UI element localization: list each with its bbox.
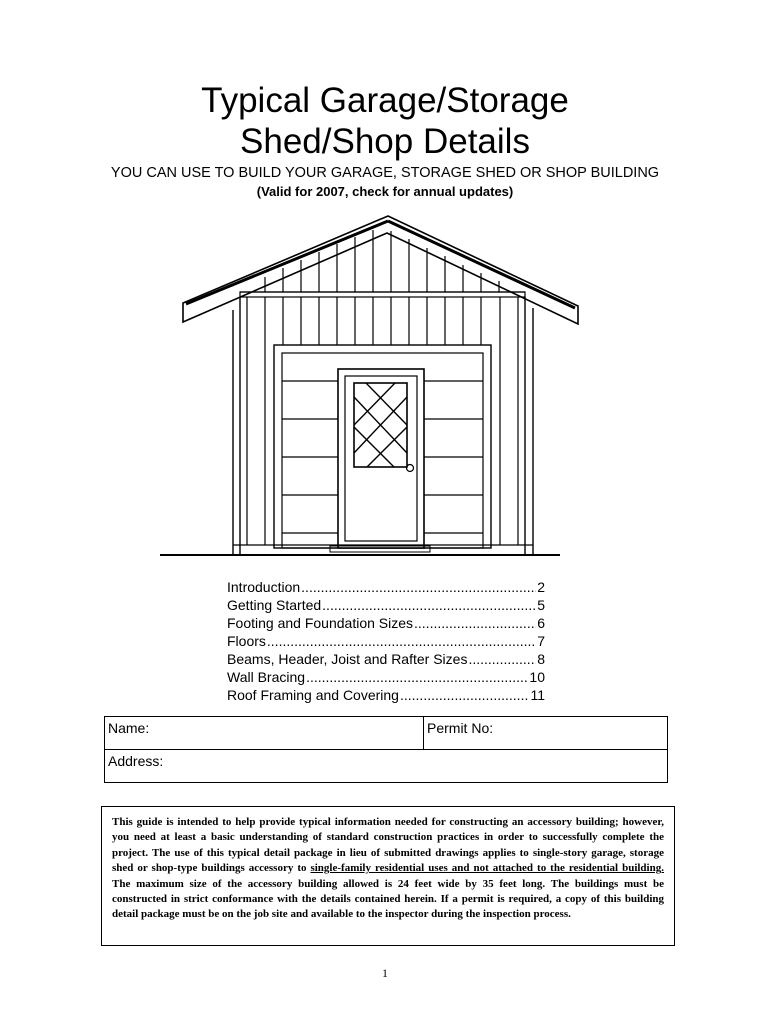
- toc-entry: Wall Bracing ..... 10: [227, 668, 545, 686]
- toc-entry: Getting Started ..... 5: [227, 596, 545, 614]
- applicant-form: [104, 716, 668, 783]
- address-field[interactable]: [105, 750, 668, 783]
- address-label: Address:: [108, 753, 164, 769]
- title-line-2: Shed/Shop Details: [240, 122, 530, 161]
- roof-outline: [183, 216, 578, 324]
- toc-entry: Floors ..... 7: [227, 632, 545, 650]
- toc-entry: Roof Framing and Covering ..... 11: [227, 686, 545, 704]
- validity-note: (Valid for 2007, check for annual updates): [256, 184, 514, 199]
- page-number: 1: [382, 966, 388, 980]
- title-line-1: Typical Garage/Storage: [201, 81, 569, 120]
- toc-entry: Introduction ..... 2: [227, 578, 545, 596]
- toc-entry: Footing and Foundation Sizes ..... 6: [227, 614, 545, 632]
- permit-label: Permit No:: [427, 720, 494, 736]
- permit-number-field[interactable]: [424, 717, 668, 750]
- subtitle: YOU CAN USE TO BUILD YOUR GARAGE, STORAGE SHED OR SHOP BUILDING: [110, 165, 660, 181]
- name-field[interactable]: [105, 717, 424, 750]
- name-label: Name:: [108, 720, 150, 736]
- table-of-contents: [227, 578, 545, 704]
- notice-underlined-text: single-family residential uses and not attached to the residential building.: [310, 862, 664, 875]
- toc-entry: Beams, Header, Joist and Rafter Sizes ..... 8: [227, 650, 545, 668]
- guide-notice: This guide is intended to help provide typical information needed for constructing an accessory building; however, you need at least a basic understanding of standard construction practices in order to successfully complete the project. The use of this typical detail package in lieu of submitted drawings applies to single-story garage, storage shed or shop-type buildings accessory to single-family residential uses and not attached to the residential building. The maximum size of the accessory building allowed is 24 feet wide by 35 feet long. The buildings must be constructed in strict conformance with the details contained herein. If a permit is required, a copy of this building detail package must be on the job site and available to the inspector during the inspection process.: [101, 806, 675, 946]
